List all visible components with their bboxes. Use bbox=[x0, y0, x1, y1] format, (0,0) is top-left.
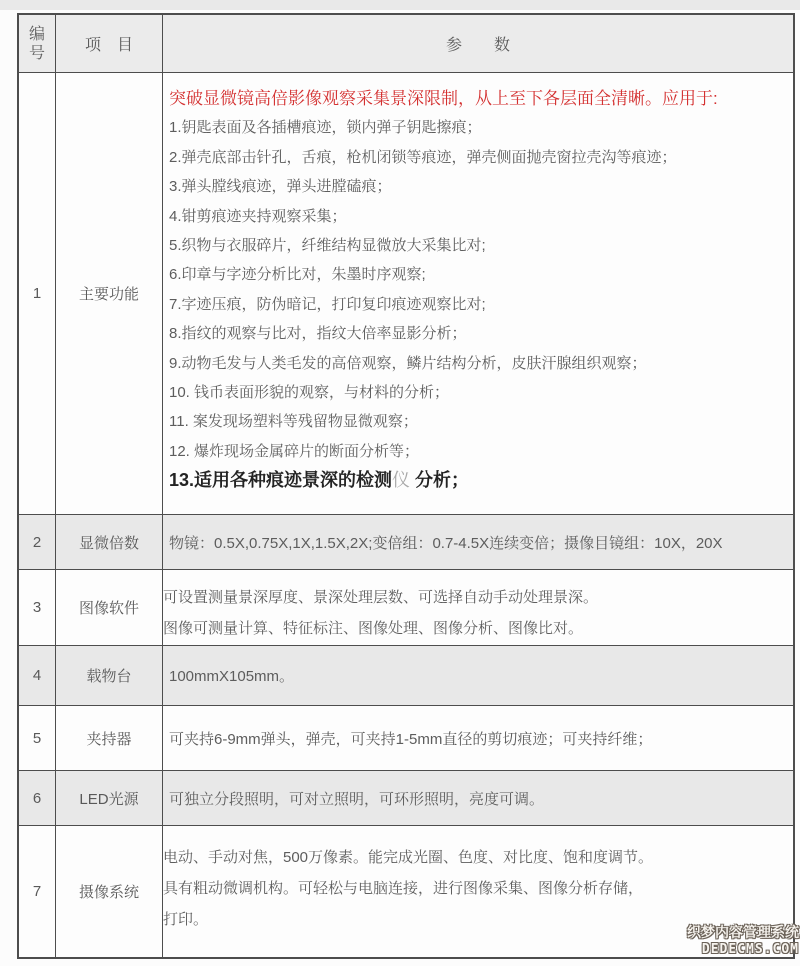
row6-no-cell bbox=[19, 770, 55, 825]
function-item-13 bbox=[169, 466, 789, 495]
row-number: 7 bbox=[32, 883, 42, 900]
top-band bbox=[0, 0, 800, 10]
row3-param-cell bbox=[162, 569, 793, 645]
table-row-magnification bbox=[19, 514, 793, 569]
function-item-2: 2.弹壳底部击针孔，舌痕，枪机闭锁等痕迹，弹壳侧面抛壳窗拉壳沟等痕迹； bbox=[169, 148, 677, 166]
param-text-line1: 可设置测量景深厚度、景深处理层数、可选择自动手动处理景深。 bbox=[163, 589, 599, 606]
row-number: 6 bbox=[32, 789, 42, 807]
row3-no-cell bbox=[19, 569, 55, 645]
param-text: 物镜：0.5X,0.75X,1X,1.5X,2X;变倍组：0.7-4.5X连续变倍；摄像目镜组：10X，20X bbox=[169, 534, 723, 552]
header-cell-item bbox=[55, 15, 162, 72]
param-text: 可夹持6-9mm弹头，弹壳，可夹持1-5mm直径的剪切痕迹；可夹持纤维； bbox=[169, 730, 653, 748]
row-number: 4 bbox=[32, 667, 42, 684]
function-item-9: 9.动物毛发与人类毛发的高倍观察，鳞片结构分析，皮肤汗腺组织观察； bbox=[169, 354, 647, 372]
table-row-main-functions bbox=[19, 72, 793, 514]
row-number: 3 bbox=[32, 599, 42, 616]
functions-intro-line: 突破显微镜高倍影像观察采集景深限制，从上至下各层面全清晰。应用于: bbox=[169, 89, 718, 108]
spec-table bbox=[17, 13, 795, 959]
table-row-image-software bbox=[19, 569, 793, 645]
table-row-holder bbox=[19, 705, 793, 770]
header-no-label: 编号 bbox=[28, 25, 45, 62]
function-item-6: 6.印章与字迹分析比对，朱墨时序观察; bbox=[169, 266, 426, 284]
row2-item-cell bbox=[55, 514, 162, 569]
function-item-8: 8.指纹的观察与比对，指纹大倍率显影分析； bbox=[169, 325, 467, 343]
function-item-13-text: 13.适用各种痕迹景深的检测 bbox=[169, 470, 393, 491]
function-item-4: 4.钳剪痕迹夹持观察采集； bbox=[169, 207, 347, 225]
table-row-led-light bbox=[19, 770, 793, 825]
row-item-label: 显微倍数 bbox=[78, 534, 139, 552]
param-text: 100mmX105mm。 bbox=[169, 668, 295, 685]
watermark-cms-name: 织梦内容管理系统 bbox=[687, 924, 799, 940]
header-cell-param bbox=[162, 15, 793, 72]
watermark-cms-url: DEDECMS.COM bbox=[701, 942, 799, 957]
row-item-label: 主要功能 bbox=[78, 286, 139, 303]
overlapping-watermark-char: 仪 bbox=[392, 470, 411, 491]
param-text-line1: 电动、手动对焦，500万像素。能完成光圈、色度、对比度、饱和度调节。 bbox=[163, 849, 654, 866]
header-param-label: 参 数 bbox=[445, 37, 510, 54]
param-text: 可独立分段照明，可对立照明，可环形照明，亮度可调。 bbox=[169, 790, 545, 808]
function-item-3: 3.弹头膛线痕迹，弹头进膛磕痕； bbox=[169, 178, 392, 196]
row6-item-cell bbox=[55, 770, 162, 825]
row-number: 5 bbox=[32, 729, 42, 747]
function-item-11: 11. 案发现场塑料等残留物显微观察； bbox=[169, 413, 418, 431]
row4-item-cell bbox=[55, 645, 162, 705]
row1-item-cell bbox=[55, 72, 162, 514]
function-item-7: 7.字迹压痕，防伪暗记，打印复印痕迹观察比对; bbox=[169, 295, 486, 313]
table-header-row bbox=[19, 15, 793, 72]
row-item-label: 图像软件 bbox=[78, 600, 139, 617]
row5-no-cell bbox=[19, 705, 55, 770]
row2-param-cell bbox=[162, 514, 793, 569]
row4-no-cell bbox=[19, 645, 55, 705]
header-item-label: 项 目 bbox=[84, 37, 133, 54]
dedecms-watermark bbox=[687, 924, 799, 958]
function-item-10: 10. 钱币表面形貌的观察，与材料的分析； bbox=[169, 384, 450, 402]
row3-item-cell bbox=[55, 569, 162, 645]
function-item-1: 1.钥匙表面及各插槽痕迹，锁内弹子钥匙擦痕； bbox=[169, 119, 482, 137]
param-text-line2: 具有粗动微调机构。可轻松与电脑连接，进行图像采集、图像分析存储， bbox=[163, 880, 644, 897]
function-item-5: 5.织物与衣服碎片，纤维结构显微放大采集比对; bbox=[169, 237, 486, 255]
function-item-12: 12. 爆炸现场金属碎片的断面分析等； bbox=[169, 442, 420, 460]
param-text-line2: 图像可测量计算、特征标注、图像处理、图像分析、图像比对。 bbox=[163, 620, 584, 637]
header-cell-no bbox=[19, 15, 55, 72]
row4-param-cell bbox=[162, 645, 793, 705]
row-item-label: LED光源 bbox=[79, 790, 139, 808]
row7-item-cell bbox=[55, 825, 162, 957]
table-row-camera-system bbox=[19, 825, 793, 957]
row5-param-cell bbox=[162, 705, 793, 770]
param-text-line3: 打印。 bbox=[163, 911, 209, 928]
row1-no-cell bbox=[19, 72, 55, 514]
row2-no-cell bbox=[19, 514, 55, 569]
row-item-label: 载物台 bbox=[86, 668, 132, 685]
row-number: 1 bbox=[32, 285, 42, 302]
row6-param-cell bbox=[162, 770, 793, 825]
row1-param-cell bbox=[162, 72, 793, 514]
function-item-13-suffix: 分析； bbox=[410, 470, 470, 491]
row7-no-cell bbox=[19, 825, 55, 957]
row-number: 2 bbox=[32, 533, 42, 551]
row-item-label: 夹持器 bbox=[86, 730, 132, 748]
table-row-stage bbox=[19, 645, 793, 705]
row-item-label: 摄像系统 bbox=[78, 884, 139, 901]
row5-item-cell bbox=[55, 705, 162, 770]
